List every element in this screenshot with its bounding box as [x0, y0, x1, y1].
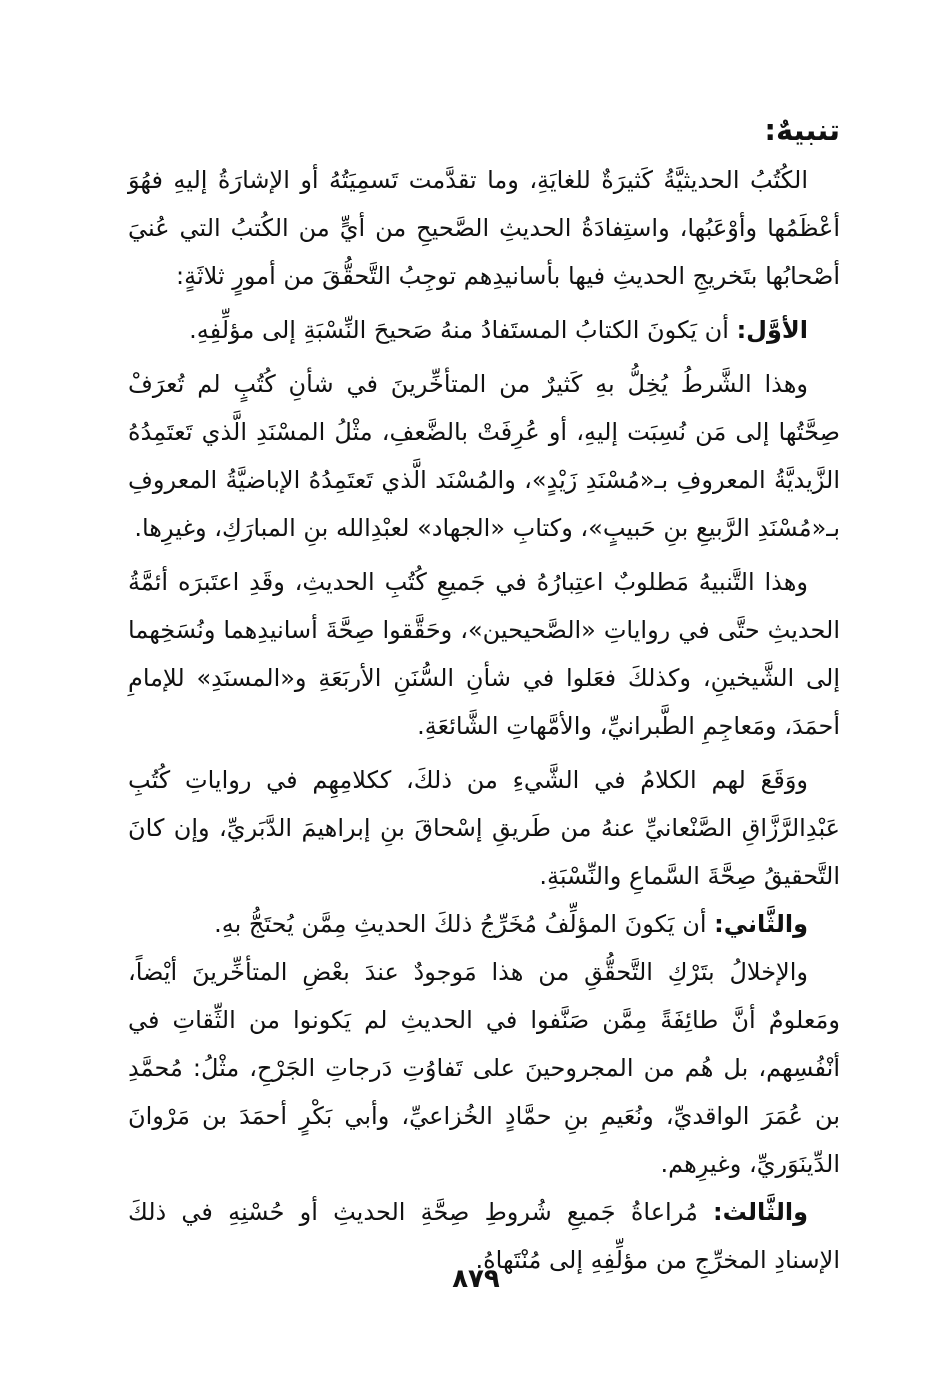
paragraph-second-detail [128, 948, 840, 1188]
paragraph-lead: الأوَّل: [736, 316, 808, 344]
paragraph-first-example [128, 756, 840, 900]
paragraph-text: أن يَكونَ الكتابُ المستَفادُ منهُ صَحيحَ النِّسْبَةِ إلى مؤلِّفِهِ. [189, 316, 737, 344]
paragraph-first-condition [128, 306, 840, 354]
section-heading: تنبيهٌ: [764, 113, 840, 147]
paragraph-lead: والثَّاني: [714, 910, 808, 938]
paragraph-text: ووَقَعَ لهم الكلامُ في الشَّيءِ من ذلكَ، ككلامِهِم في رواياتِ كُتُبِ عَبْدِالرَّزَّاقِ الصَّنْعانيِّ عنهُ من طَريقِ إسْحاقَ بنِ إبراهيمَ الدَّبَريِّ، وإن كانَ التَّحقيقُ صِحَّةَ السَّماعِ والنِّسْبَةِ. [128, 766, 840, 890]
paragraph-first-note [128, 558, 840, 750]
paragraph-text: الكُتُبُ الحديثيَّةُ كَثيرَةٌ للغايَةِ، وما تقدَّمت تَسمِيَتُهُ أو الإشارَةُ إليهِ فهُوَ أعْظَمُها وأوْعَبُها، واستِفادَةُ الحديثِ الصَّحيحِ من أيٍّ من الكُتبُ التي عُنيَ أصْحابُها بتَخريجِ الحديثِ فيها بأسانيدِهم توجِبُ التَّحقُّقَ من أمورٍ ثلاثَةٍ: [128, 166, 840, 290]
document-page [128, 104, 840, 1284]
paragraph-text: وهذا الشَّرطُ يُخِلُّ بهِ كَثيرٌ من المتأخِّرينَ في شأنِ كُتُبٍ لم تُعرَفْ صِحَّتُها إلى مَن نُسِبَت إليهِ، أو عُرِفَتْ بالضَّعفِ، مثْلُ المسْنَدِ الَّذي تَعتَمِدُهُ الزَّيديَّةُ المعروفِ بـ«مُسْنَدِ زَيْدٍ»، والمُسْنَد الَّذي تَعتَمِدُهُ الإباضيَّةُ المعروفِ بـ«مُسْنَدِ الرَّبيعِ بنِ حَبيبٍ»، وكتابِ «الجهاد» لعبْدِالله بنِ المبارَكِ، وغيرِها. [128, 370, 840, 542]
paragraph-text: مُراعاةُ جَميعِ شُروطِ صِحَّةِ الحديثِ أو حُسْنِهِ في ذلكَ الإسنادِ المخرِّجِ من مؤلِّفِهِ إلى مُنْتَهاهُ. [128, 1198, 840, 1274]
paragraph-lead: والثَّالث: [713, 1198, 808, 1226]
paragraph-second-condition [128, 900, 840, 948]
page-number: ٨٧٩ [452, 1264, 500, 1294]
paragraph-first-detail [128, 360, 840, 552]
paragraph-text: والإخلالُ بتَرْكِ التَّحقُّقِ من هذا مَوجودٌ عندَ بعْضِ المتأخِّرينَ أيْضاً، ومَعلومٌ أنَّ طائِفَةً مِمَّن صَنَّفوا في الحديثِ لم يَكونوا من الثِّقاتِ في أنْفُسِهم، بل هُم من المجروحينَ على تَفاوُتِ دَرجاتِ الجَرْحِ، مثْلُ: مُحمَّدِ بن عُمَرَ الواقديِّ، ونُعَيمِ بنِ حمَّادٍ الخُزاعيِّ، وأبي بَكْرٍ أحمَدَ بن مَرْوانَ الدِّينَوَريِّ، وغيرِهم. [128, 958, 840, 1178]
paragraph-intro [128, 156, 840, 300]
paragraph-text: أن يَكونَ المؤلِّفُ مُخَرِّجُ ذلكَ الحديثِ مِمَّن يُحتَجُّ بهِ. [214, 910, 715, 938]
paragraph-text: وهذا التَّنبيهُ مَطلوبٌ اعتِبارُهُ في جَميعِ كُتُبِ الحديثِ، وقَدِ اعتَبرَه أئمَّةُ الحديثِ حتَّى في رواياتِ «الصَّحيحين»، وحَقَّقوا صِحَّةَ أسانيدِهما ونُسَخِهما إلى الشَّيخينِ، وكذلكَ فعَلوا في شأنِ السُّنَنِ الأربَعَةِ و«المسنَدِ» للإمامِ أحمَدَ، ومَعاجِمِ الطَّبرانيِّ، والأمَّهاتِ الشَّائعَةِ. [128, 568, 840, 740]
